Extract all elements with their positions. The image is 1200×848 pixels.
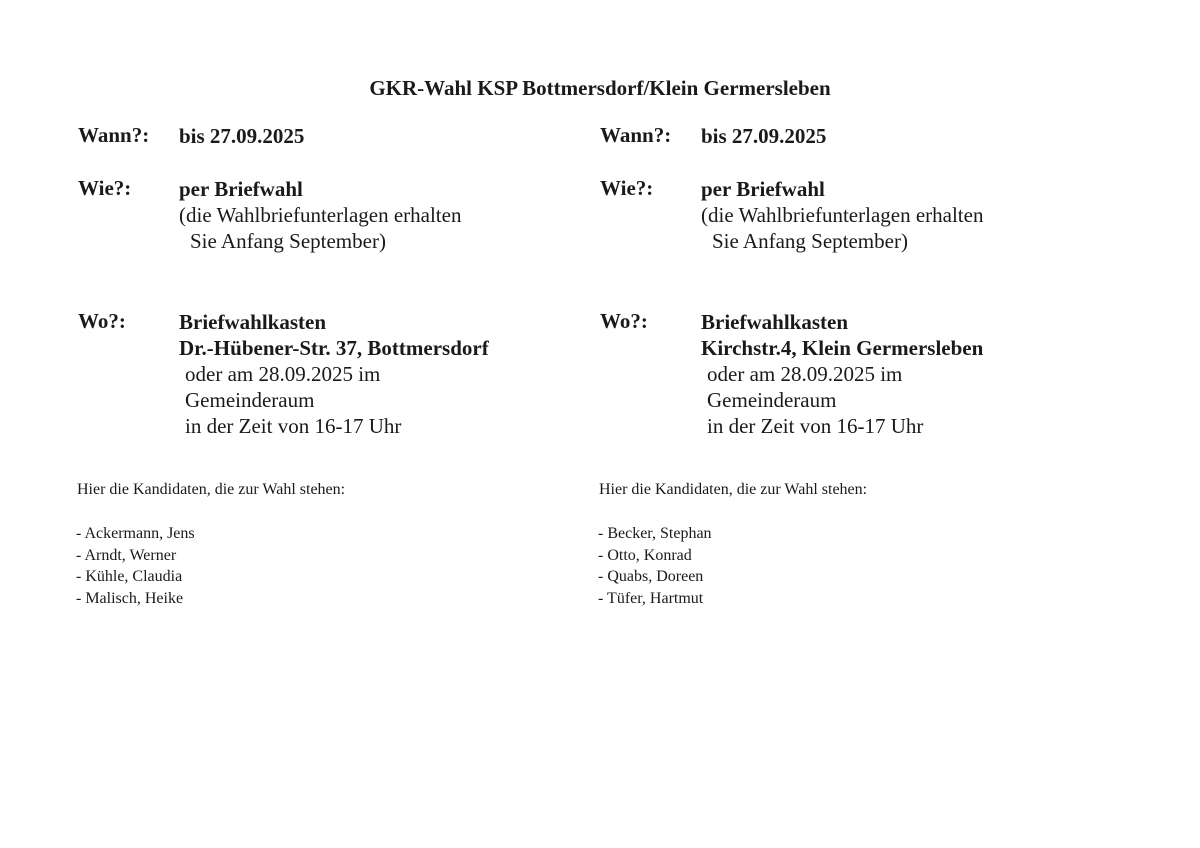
- wo-note-1: oder am 28.09.2025 im: [185, 362, 381, 386]
- page-title: GKR-Wahl KSP Bottmersdorf/Klein Germersleben: [369, 76, 831, 100]
- right-column: [600, 0, 1120, 848]
- wie-block: [179, 176, 461, 254]
- candidates-intro: Hier die Kandidaten, die zur Wahl stehen:: [599, 481, 868, 498]
- wann-label: Wann?:: [78, 123, 150, 147]
- wo-value-2: Kirchstr.4, Klein Germersleben: [701, 336, 984, 360]
- wo-note-1: oder am 28.09.2025 im: [707, 362, 903, 386]
- wann-value: bis 27.09.2025: [701, 124, 827, 148]
- candidate-list: [76, 523, 195, 609]
- wie-note-2: Sie Anfang September): [190, 229, 386, 253]
- candidate-item: - Quabs, Doreen: [598, 568, 704, 585]
- wie-block: [701, 176, 983, 254]
- wie-note-2: Sie Anfang September): [712, 229, 908, 253]
- candidate-list: [598, 523, 712, 609]
- wo-note-3: in der Zeit von 16-17 Uhr: [707, 414, 924, 438]
- wo-value-1: Briefwahlkasten: [179, 310, 326, 334]
- wie-value: per Briefwahl: [179, 177, 303, 201]
- candidate-item: - Tüfer, Hartmut: [598, 589, 704, 607]
- candidate-item: - Arndt, Werner: [76, 546, 177, 564]
- wie-label: Wie?:: [78, 176, 132, 200]
- wie-label: Wie?:: [600, 176, 654, 200]
- wo-note-2: Gemeinderaum: [707, 388, 837, 412]
- candidates-intro: Hier die Kandidaten, die zur Wahl stehen:: [77, 481, 346, 498]
- candidate-item: - Ackermann, Jens: [76, 525, 195, 542]
- wo-label: Wo?:: [78, 309, 126, 333]
- wo-block: [701, 309, 983, 439]
- candidate-item: - Otto, Konrad: [598, 546, 692, 564]
- wann-label: Wann?:: [600, 123, 672, 147]
- wie-value: per Briefwahl: [701, 177, 825, 201]
- wie-note-1: (die Wahlbriefunterlagen erhalten: [701, 203, 984, 227]
- candidate-item: - Kühle, Claudia: [76, 568, 183, 585]
- wo-note-3: in der Zeit von 16-17 Uhr: [185, 414, 402, 438]
- wo-block: [179, 309, 489, 439]
- wie-note-1: (die Wahlbriefunterlagen erhalten: [179, 203, 462, 227]
- wann-value: bis 27.09.2025: [179, 124, 305, 148]
- wo-value-2: Dr.-Hübener-Str. 37, Bottmersdorf: [179, 336, 489, 360]
- wo-value-1: Briefwahlkasten: [701, 310, 848, 334]
- candidate-item: - Malisch, Heike: [76, 589, 184, 607]
- candidate-item: - Becker, Stephan: [598, 525, 712, 542]
- left-column: [78, 0, 598, 848]
- wo-label: Wo?:: [600, 309, 648, 333]
- wo-note-2: Gemeinderaum: [185, 388, 315, 412]
